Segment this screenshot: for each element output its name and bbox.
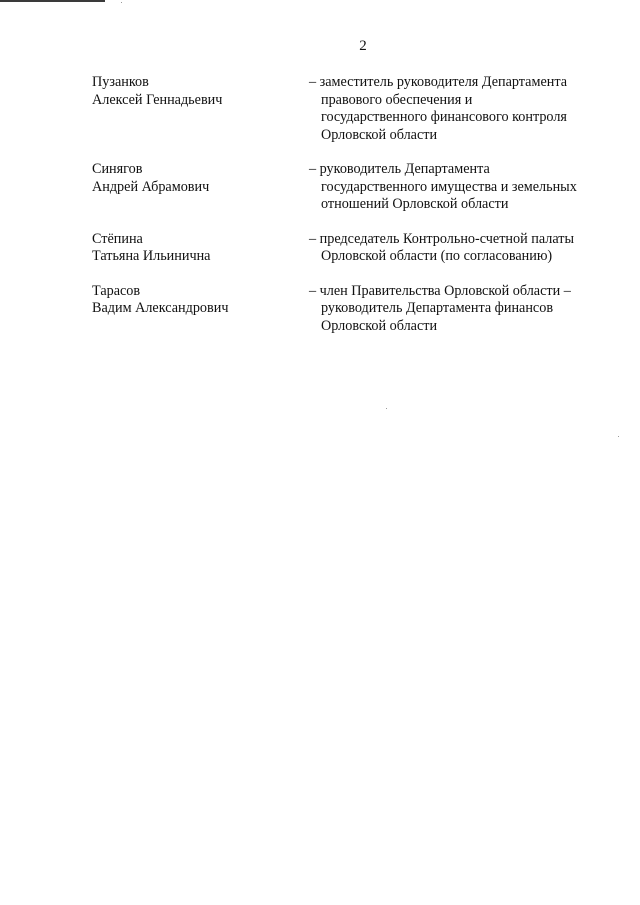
scan-speck xyxy=(618,436,619,437)
role-line: государственного имущества и земельных xyxy=(321,178,577,195)
list-item xyxy=(92,283,612,336)
member-surname: Синягов xyxy=(92,161,143,177)
list-item xyxy=(92,74,612,144)
member-role xyxy=(309,161,612,214)
member-role xyxy=(309,283,612,336)
role-line: отношений Орловской области xyxy=(321,196,509,212)
scan-speck xyxy=(386,408,387,409)
list-item xyxy=(92,231,612,266)
member-given-names: Андрей Абрамович xyxy=(92,178,210,195)
role-line: руководитель Департамента финансов xyxy=(321,300,554,316)
list-item xyxy=(92,161,612,214)
scan-edge-mark xyxy=(0,0,105,2)
role-line: – руководитель Департамента xyxy=(309,161,490,177)
role-line: – председатель Контрольно-счетной палаты xyxy=(309,230,574,247)
role-line: Орловской области xyxy=(321,317,438,334)
member-name xyxy=(92,283,309,336)
member-name xyxy=(92,231,309,266)
role-line: государственного финансового контроля xyxy=(321,109,567,125)
page-number: 2 xyxy=(359,38,367,54)
member-surname: Стёпина xyxy=(92,230,143,247)
member-surname: Пузанков xyxy=(92,74,149,90)
role-line: Орловской области (по согласованию) xyxy=(321,248,553,264)
member-given-names: Алексей Геннадьевич xyxy=(92,91,223,108)
member-name xyxy=(92,74,309,144)
role-line: – член Правительства Орловской области – xyxy=(309,282,571,299)
member-surname: Тарасов xyxy=(92,282,141,299)
role-line: правового обеспечения и xyxy=(321,91,473,108)
member-given-names: Вадим Александрович xyxy=(92,300,229,316)
member-given-names: Татьяна Ильинична xyxy=(92,248,211,264)
scan-speck xyxy=(121,2,122,3)
member-list xyxy=(92,74,612,335)
role-line: – заместитель руководителя Департамента xyxy=(309,74,568,90)
member-name xyxy=(92,161,309,214)
member-role xyxy=(309,231,612,266)
role-line: Орловской области xyxy=(321,126,438,143)
member-role xyxy=(309,74,612,144)
